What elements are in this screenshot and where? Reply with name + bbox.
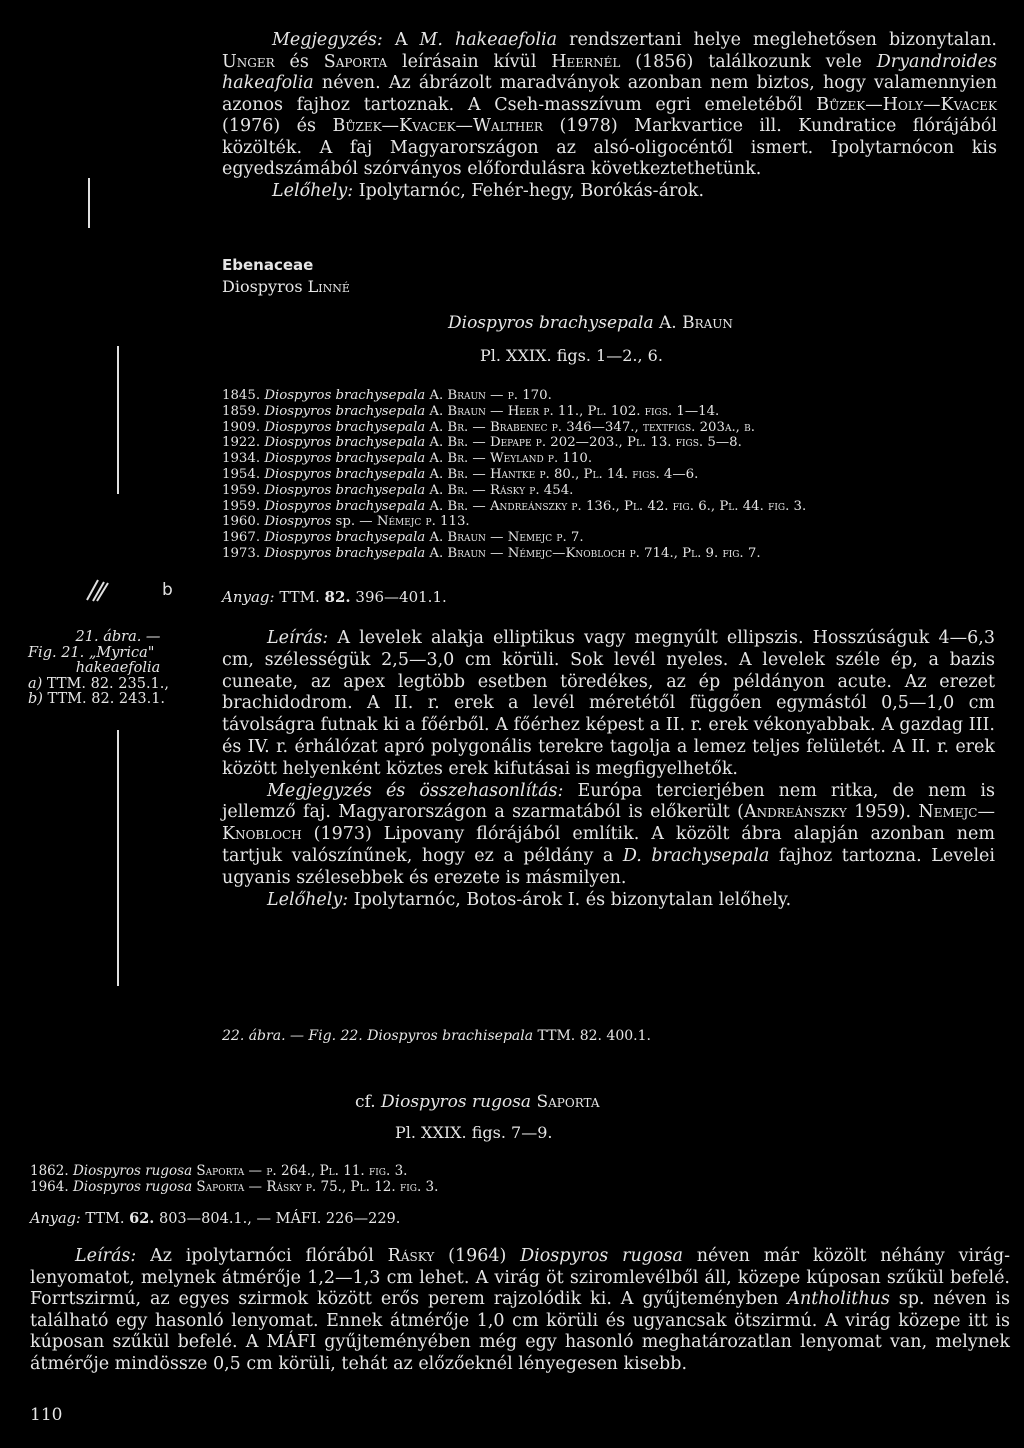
description-text: A levelek alakja elliptikus vagy megnyúlt ellipszis. Hosszúságuk 4—6,3 cm, szélességük 2,5—3,0 cm körüli. Sok levél nyeles. A levelek széle ép, a bazis cuneate, az apex legtöbb esetben töredékes, az ép példányon acute. Az erezet brachidodrom. A II. r. erek a levél méretétől függően egymástól 0,5—1,0 cm távolságra futnak ki a főérből. A főérhez képest a II. r. erek vékonyabbak. A gazdag III. és IV. r. érhálózat apró polygonális terekre tagolja a lemez teljes felületét. A II. r. erek között helyenként köztes erek kifutásai is megfigyelhetők. bbox=[222, 628, 995, 779]
synonymy-year: 1862. bbox=[30, 1163, 69, 1179]
author-name: Andreánszky bbox=[743, 802, 847, 823]
description-text: Az ipolytarnóci flórából bbox=[136, 1246, 388, 1266]
synonymy-name: Diospyros bbox=[264, 514, 332, 530]
synonymy-name: Diospyros brachysepala bbox=[264, 545, 426, 561]
synonymy-name: Diospyros rugosa bbox=[72, 1179, 193, 1196]
synonymy-name: Diospyros rugosa bbox=[72, 1163, 193, 1179]
synonymy-author-prefix: A. bbox=[425, 498, 448, 514]
synonymy-author: Saporta bbox=[196, 1179, 245, 1196]
caption-marker: a) bbox=[28, 675, 43, 692]
synonymy-reference: — Andreánszky p. 136., Pl. 42. fig. 6., Pl. 44. fig. 3. bbox=[468, 498, 807, 514]
species-name: Diospyros brachysepala bbox=[448, 313, 654, 333]
cf-prefix: cf. bbox=[355, 1092, 382, 1112]
author-prefix: A. bbox=[659, 313, 683, 333]
family-heading: Ebenaceae bbox=[222, 256, 314, 274]
synonymy-reference: — Heer p. 11., Pl. 102. figs. 1—14. bbox=[485, 403, 720, 419]
synonymy-row bbox=[222, 451, 1002, 467]
species-name: Dryandroides hakeafolia bbox=[222, 51, 997, 93]
synonymy-author: Braun bbox=[447, 403, 486, 419]
synonymy-year: 1954. bbox=[222, 466, 261, 482]
synonymy-author-prefix: A. bbox=[425, 530, 448, 546]
figure-22-caption bbox=[222, 1028, 651, 1044]
synonymy-author-prefix: sp. bbox=[331, 514, 356, 530]
synonymy-reference: — p. 264., Pl. 11. fig. 3. bbox=[244, 1163, 408, 1179]
plate-reference: Pl. XXIX. figs. 1—2., 6. bbox=[480, 346, 663, 365]
note-text: néven. Az ábrázolt maradványok azonban nem biztos, hogy valamennyien azonos fajhoz tartoznak. A Cseh-masszívum egri emeletéből bbox=[222, 73, 997, 115]
synonymy-name: Diospyros brachysepala bbox=[264, 451, 426, 467]
synonymy-reference: — Rásky p. 75., Pl. 12. fig. 3. bbox=[244, 1179, 439, 1196]
caption-line: hakeaefolia bbox=[75, 660, 161, 676]
plate-reference: Pl. XXIX. figs. 7—9. bbox=[395, 1123, 553, 1142]
comparison-text: (1973) Lipovany flórájából említik. A közölt ábra alapján azonban nem tartjuk valószínűnek, hogy ez a példány a bbox=[222, 824, 995, 866]
material-text: TTM. bbox=[80, 1211, 130, 1227]
synonymy-name: Diospyros brachysepala bbox=[264, 435, 426, 451]
comparison-label: Megjegyzés és összehasonlítás: bbox=[267, 780, 564, 801]
synonymy-author: Saporta bbox=[196, 1163, 245, 1179]
synonymy-name: Diospyros brachysepala bbox=[264, 466, 426, 482]
page-number: 110 bbox=[30, 1405, 63, 1425]
species-name: Diospyros rugosa bbox=[520, 1246, 683, 1266]
synonymy-author: Br. bbox=[447, 482, 469, 498]
genus-heading bbox=[222, 277, 350, 296]
synonymy-author: Braun bbox=[447, 530, 486, 546]
margin-line bbox=[117, 730, 119, 986]
comparison-text: 1959). bbox=[846, 802, 919, 823]
comparison-text: fajhoz tartozna. Levelei ugyanis szélesebbek és erezete is másmilyen. bbox=[222, 845, 995, 888]
synonymy-reference: — Némejc—Knobloch p. 714., Pl. 9. fig. 7. bbox=[485, 545, 761, 561]
caption-text: Fig. 22. Diospyros brachisepala bbox=[308, 1028, 534, 1044]
author-name: Heernél bbox=[551, 51, 621, 72]
material-line-2 bbox=[30, 1210, 400, 1227]
species-name: M. hakeaefolia bbox=[419, 30, 558, 50]
genus-author: Linné bbox=[307, 277, 350, 296]
synonymy-row bbox=[222, 435, 1002, 451]
synonymy-name: Diospyros brachysepala bbox=[264, 498, 426, 514]
synonymy-reference: — Némejc p. 113. bbox=[355, 514, 470, 530]
synonymy-year: 1934. bbox=[222, 451, 261, 467]
material-text: 396—401.1. bbox=[350, 588, 447, 606]
synonymy-author-prefix: A. bbox=[425, 435, 448, 451]
synonymy-reference: — Brabenec p. 346—347., textfigs. 203a., b. bbox=[468, 419, 755, 435]
cf-species-heading bbox=[355, 1092, 600, 1112]
synonymy-row bbox=[222, 483, 1002, 499]
caption-text: 22. ábra. — bbox=[222, 1028, 309, 1044]
synonymy-row bbox=[222, 388, 1002, 404]
synonymy-author: Braun bbox=[447, 388, 486, 403]
synonymy-year: 1960. bbox=[222, 514, 261, 530]
description-text: sp. néven is található egy hasonló lenyomat. Ennek átmérője 1,0 cm körüli és ugyancsak ötszirmú. A virág közepe itt is kúposan szűkül befelé. A MÁFI gyűjteményében még egy hasonló meghatározatlan lenyomat van, melynek átmérője mindössze 0,5 cm körüli, tehát az előzőeknél lényegesen kisebb. bbox=[30, 1289, 1010, 1374]
locality-text: Ipolytarnóc, Botos-árok I. és bizonytalan lelőhely. bbox=[348, 889, 792, 910]
description-label: Leírás: bbox=[75, 1246, 137, 1266]
figure-21-marks bbox=[84, 578, 173, 602]
material-text: TTM. bbox=[274, 588, 325, 606]
caption-line: 21. ábra. — bbox=[75, 629, 161, 645]
synonymy-year: 1967. bbox=[222, 530, 261, 546]
synonymy-name: Diospyros brachysepala bbox=[264, 403, 426, 419]
note-text: (1856) találkozunk vele bbox=[620, 51, 877, 72]
genus-name: Diospyros bbox=[222, 277, 303, 296]
synonymy-reference: — Depape p. 202—203., Pl. 13. figs. 5—8. bbox=[468, 435, 742, 451]
synonymy-author-prefix: A. bbox=[425, 482, 448, 498]
species-name: D. brachysepala bbox=[622, 845, 770, 866]
synonymy-author-prefix: A. bbox=[425, 388, 448, 403]
note-text: (1978) Markvartice ill. Kundratice flórájából közölték. A faj Magyarországon az alsó-oligocéntől ismert. Ipolytarnócon kis egyedszámából szórványos előfordulásra következtethetünk. bbox=[222, 116, 997, 179]
locality-label: Lelőhely: bbox=[267, 889, 349, 910]
material-line bbox=[222, 588, 447, 606]
synonymy-list-2 bbox=[30, 1163, 438, 1196]
caption-line: TTM. 82. 235.1., bbox=[42, 675, 169, 692]
synonymy-row bbox=[222, 404, 1002, 420]
synonymy-reference: — Rásky p. 454. bbox=[468, 482, 574, 498]
figure-mark-b: b bbox=[162, 580, 173, 600]
species-author: Saporta bbox=[536, 1092, 600, 1112]
note-text: leírásain kívül bbox=[387, 51, 552, 72]
note-text: A bbox=[394, 30, 420, 50]
synonymy-reference: — Hantke p. 80., Pl. 14. figs. 4—6. bbox=[468, 466, 699, 482]
synonymy-year: 1845. bbox=[222, 388, 261, 403]
synonymy-author-prefix: A. bbox=[425, 419, 448, 435]
synonymy-year: 1964. bbox=[30, 1179, 69, 1196]
comparison-text: Európa tercierjében nem ritka, de nem is jellemző faj. Magyarországon a szarmatából is előkerült ( bbox=[222, 780, 995, 823]
leaf-fragment-icon bbox=[84, 578, 114, 602]
description-block bbox=[222, 628, 995, 911]
synonymy-author: Br. bbox=[447, 451, 469, 467]
description-label: Leírás: bbox=[267, 628, 329, 648]
synonymy-author-prefix: A. bbox=[425, 403, 448, 419]
description-text: (1964) bbox=[434, 1246, 521, 1266]
material-number: 62. bbox=[129, 1210, 155, 1227]
synonymy-author: Br. bbox=[447, 498, 469, 514]
synonymy-year: 1922. bbox=[222, 435, 261, 451]
synonymy-row bbox=[222, 530, 1002, 546]
synonymy-author-prefix: A. bbox=[425, 451, 448, 467]
author-name: Bůzek—Holy—Kvacek bbox=[816, 94, 997, 115]
description-text: néven már közölt néhány virág-lenyomatot, melynek átmérője 1,2—1,3 cm lehet. A virág öt sziromlevélből áll, közepe kúposan szűkül befelé. Forrtszirmú, az egyes szirmok között erős perem rajzolódik ki. A gyűjteményben bbox=[30, 1246, 1010, 1310]
material-number: 82. bbox=[324, 588, 351, 606]
note-label: Megjegyzés: bbox=[272, 30, 383, 50]
synonymy-name: Diospyros brachysepala bbox=[264, 482, 426, 498]
synonymy-row bbox=[222, 546, 1002, 562]
synonymy-author: Br. bbox=[447, 466, 469, 482]
material-label: Anyag: bbox=[30, 1211, 81, 1227]
note-text: és bbox=[274, 51, 324, 72]
synonymy-author: Br. bbox=[447, 435, 469, 451]
species-author: Braun bbox=[682, 313, 733, 333]
author-name: Saporta bbox=[323, 51, 388, 72]
genus-name: Antholithus bbox=[787, 1289, 890, 1310]
author-name: Nemejc—Knobloch bbox=[222, 802, 995, 845]
material-text: 803—804.1., — MÁFI. 226—229. bbox=[154, 1211, 401, 1227]
author-name: Bůzek—Kvacek—Walther bbox=[332, 116, 543, 136]
synonymy-author: Braun bbox=[447, 545, 486, 561]
synonymy-row bbox=[30, 1163, 438, 1179]
synonymy-author-prefix: A. bbox=[425, 466, 448, 482]
locality-label: Lelőhely: bbox=[272, 180, 354, 201]
synonymy-name: Diospyros brachysepala bbox=[264, 530, 426, 546]
note-paragraph bbox=[222, 30, 997, 202]
synonymy-author-prefix: A. bbox=[425, 545, 448, 561]
margin-line bbox=[117, 346, 119, 494]
synonymy-year: 1959. bbox=[222, 482, 261, 498]
synonymy-reference: — Nemejc p. 7. bbox=[485, 530, 584, 546]
synonymy-reference: — Weyland p. 110. bbox=[468, 451, 593, 467]
synonymy-reference: — p. 170. bbox=[485, 388, 552, 403]
synonymy-name: Diospyros brachysepala bbox=[264, 419, 426, 435]
caption-line: TTM. 82. 243.1. bbox=[42, 691, 166, 707]
species-name: Diospyros rugosa bbox=[381, 1092, 532, 1112]
synonymy-year: 1859. bbox=[222, 403, 261, 419]
synonymy-year: 1909. bbox=[222, 419, 261, 435]
caption-text: TTM. 82. 400.1. bbox=[533, 1028, 651, 1044]
synonymy-row bbox=[222, 499, 1002, 515]
margin-line bbox=[88, 178, 90, 228]
author-name: Rásky bbox=[387, 1246, 435, 1266]
synonymy-row bbox=[222, 420, 1002, 436]
material-label: Anyag: bbox=[222, 588, 275, 606]
note-text: rendszertani helye meglehetősen bizonytalan. bbox=[557, 30, 997, 50]
synonymy-author: Br. bbox=[447, 419, 469, 435]
synonymy-name: Diospyros brachysepala bbox=[264, 388, 426, 403]
synonymy-list bbox=[222, 388, 1002, 562]
synonymy-row bbox=[222, 467, 1002, 483]
author-name: Unger bbox=[222, 51, 275, 72]
caption-line: Fig. 21. „Myrica" bbox=[28, 644, 155, 661]
caption-marker: b) bbox=[28, 691, 43, 707]
figure-21-caption bbox=[28, 630, 208, 708]
synonymy-row bbox=[222, 514, 1002, 530]
species-heading bbox=[448, 313, 733, 333]
description-block-2 bbox=[30, 1246, 1010, 1376]
locality-text: Ipolytarnóc, Fehér-hegy, Borókás-árok. bbox=[353, 180, 705, 201]
note-text: (1976) és bbox=[222, 116, 333, 136]
synonymy-row bbox=[30, 1179, 438, 1195]
synonymy-year: 1973. bbox=[222, 545, 261, 561]
synonymy-year: 1959. bbox=[222, 498, 261, 514]
